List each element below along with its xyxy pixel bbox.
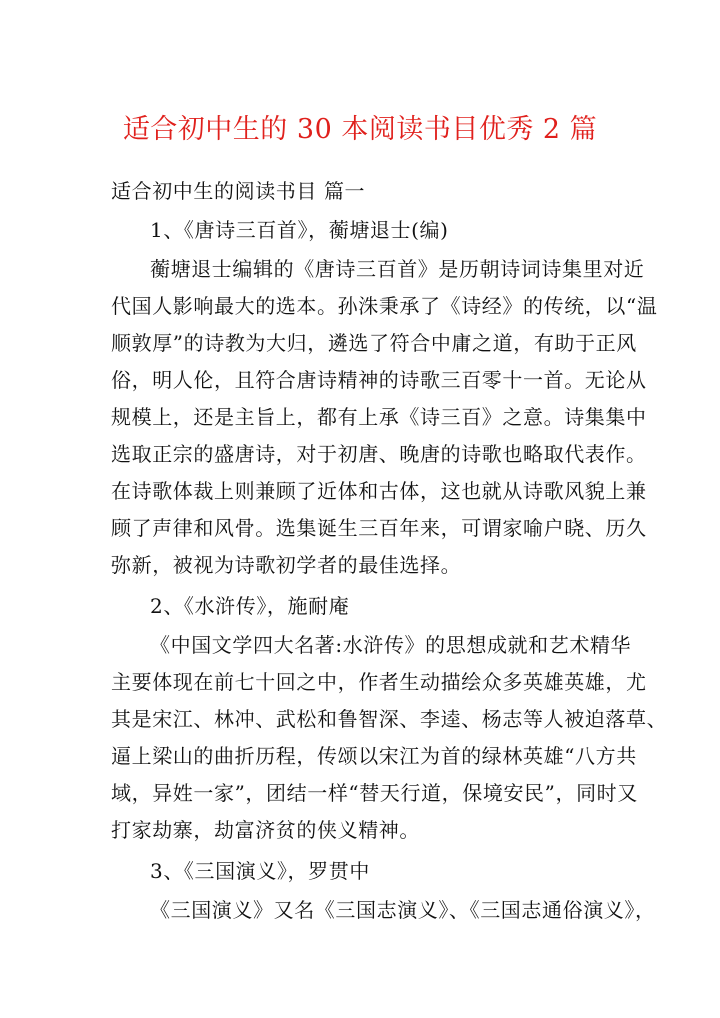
page-title: 适合初中生的 30 本阅读书目优秀 2 篇 xyxy=(122,114,598,145)
item-heading-1: 1、《唐诗三百首》，蘅塘退士(编) xyxy=(150,218,449,242)
paragraph-line: 域，异姓一家”，团结一样“替天行道，保境安民”，同时又 xyxy=(111,781,638,805)
paragraph-line: 弥新，被视为诗歌初学者的最佳选择。 xyxy=(111,553,462,577)
paragraph-line: 逼上梁山的曲折历程，传颂以宋江为首的绿林英雄“八方共 xyxy=(111,744,637,768)
paragraph-line: 顾了声律和风骨。选集诞生三百年来，可谓家喻户晓、历久 xyxy=(111,516,647,540)
paragraph-line: 其是宋江、林冲、武松和鲁智深、李逵、杨志等人被迫落草、 xyxy=(111,707,668,731)
paragraph-line: 主要体现在前七十回之中，作者生动描绘众多英雄英雄，尤 xyxy=(111,670,647,694)
paragraph-line: 俗，明人伦，且符合唐诗精神的诗歌三百零十一首。无论从 xyxy=(111,368,647,392)
section-heading: 适合初中生的阅读书目 篇一 xyxy=(111,179,366,203)
paragraph-line: 选取正宗的盛唐诗，对于初唐、晚唐的诗歌也略取代表作。 xyxy=(111,442,647,466)
paragraph-line: 在诗歌体裁上则兼顾了近体和古体，这也就从诗歌风貌上兼 xyxy=(111,479,647,503)
paragraph-line: 《三国演义》又名《三国志演义》、《三国志通俗演义》， xyxy=(150,898,656,922)
paragraph-line: 代国人影响最大的选本。孙洙秉承了《诗经》的传统，以“温 xyxy=(111,294,658,318)
paragraph-line: 《中国文学四大名著:水浒传》的思想成就和艺术精华 xyxy=(150,633,632,657)
paragraph-line: 顺敦厚”的诗教为大归，遴选了符合中庸之道，有助于正风 xyxy=(111,331,637,355)
paragraph-line: 蘅塘退士编辑的《唐诗三百首》是历朝诗词诗集里对近 xyxy=(150,257,645,281)
item-heading-3: 3、《三国演义》，罗贯中 xyxy=(150,859,370,883)
item-heading-2: 2、《水浒传》，施耐庵 xyxy=(150,594,350,618)
paragraph-line: 打家劫寨，劫富济贫的侠义精神。 xyxy=(111,818,420,842)
paragraph-line: 规模上，还是主旨上，都有上承《诗三百》之意。诗集集中 xyxy=(111,405,647,429)
